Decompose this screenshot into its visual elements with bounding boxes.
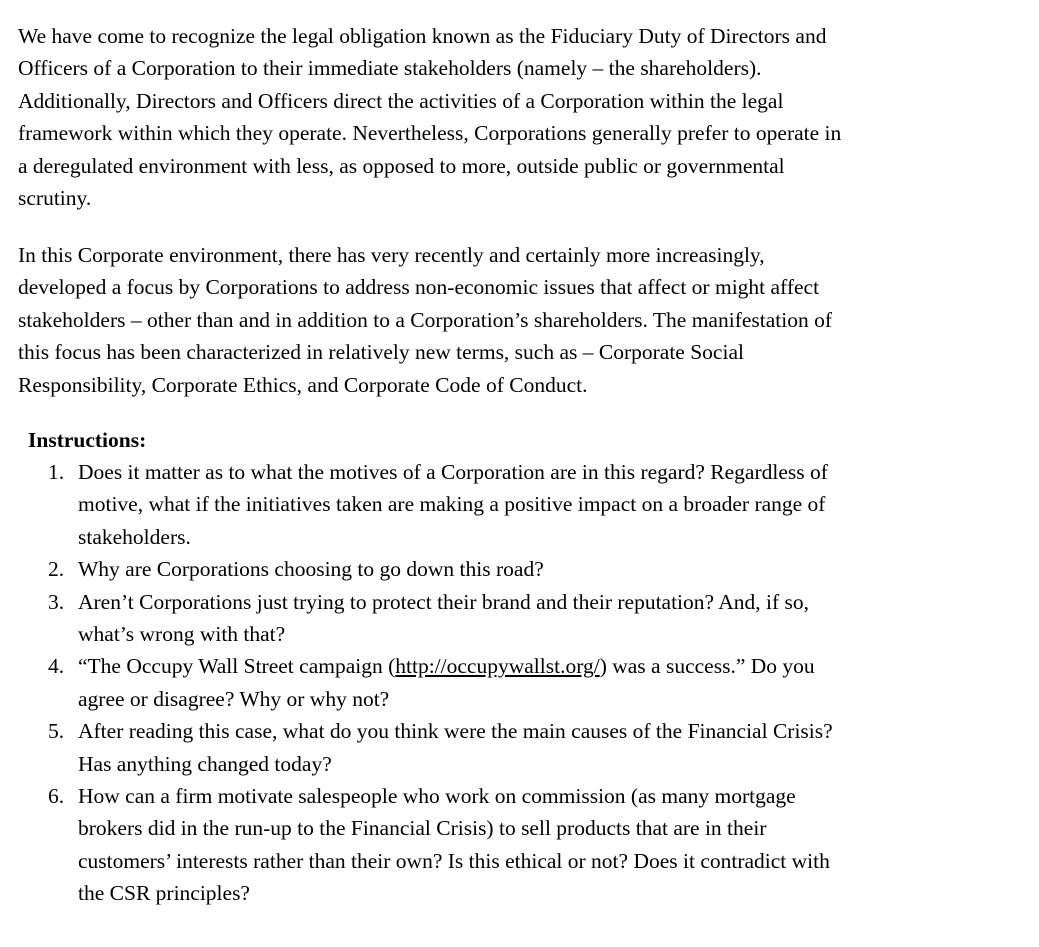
text-line: motive, what if the initiatives taken are making a positive impact on a broader range of [78, 492, 826, 517]
item-number: 6. [48, 784, 65, 809]
context-paragraph [18, 239, 948, 401]
text-line: stakeholders. [78, 524, 191, 549]
item-number: 2. [48, 557, 65, 582]
text-line: agree or disagree? Why or why not? [78, 686, 390, 711]
text-line [78, 650, 928, 682]
text-line: developed a focus by Corporations to address non-economic issues that affect or might affect [18, 275, 820, 300]
text-line: How can a firm motivate salespeople who work on commission (as many mortgage [78, 784, 796, 809]
text-line: Aren’t Corporations just trying to protect their brand and their reputation? And, if so, [78, 589, 810, 614]
item-number: 4. [48, 654, 65, 679]
text-segment: ) was a success.” Do you [599, 654, 815, 679]
item-number: 3. [48, 589, 65, 614]
item-number: 1. [48, 460, 65, 484]
list-item [48, 715, 928, 780]
text-line: customers’ interests rather than their own? Is this ethical or not? Does it contradict with [78, 848, 830, 873]
instructions-heading: Instructions: [28, 428, 147, 452]
list-item [48, 586, 928, 651]
text-line: After reading this case, what do you think were the main causes of the Financial Crisis? [78, 719, 833, 744]
list-item [48, 780, 928, 910]
list-item [48, 553, 928, 585]
text-line: We have come to recognize the legal obligation known as the Fiduciary Duty of Directors and [18, 24, 827, 48]
item-number: 5. [48, 719, 65, 744]
text-line: this focus has been characterized in relatively new terms, such as – Corporate Social [18, 340, 744, 365]
text-line: Does it matter as to what the motives of a Corporation are in this regard? Regardless of [78, 460, 828, 484]
text-line: Why are Corporations choosing to go down this road? [78, 557, 544, 582]
text-line: a deregulated environment with less, as opposed to more, outside public or governmental [18, 153, 785, 178]
list-item [48, 650, 928, 715]
list-item [48, 456, 928, 553]
intro-paragraph [18, 20, 948, 214]
text-line: stakeholders – other than and in addition to a Corporation’s shareholders. The manifestation of [18, 307, 833, 332]
text-segment: “The Occupy Wall Street campaign ( [78, 654, 396, 679]
text-line: brokers did in the run-up to the Financial Crisis) to sell products that are in their [78, 816, 767, 841]
instructions-list [48, 456, 928, 910]
text-line: the CSR principles? [78, 881, 250, 906]
text-line: Has anything changed today? [78, 751, 332, 776]
text-line: framework within which they operate. Nevertheless, Corporations generally prefer to operate in [18, 121, 842, 146]
text-line: Officers of a Corporation to their immediate stakeholders (namely – the shareholders). [18, 56, 762, 81]
occupy-wall-street-link[interactable]: http://occupywallst.org/ [395, 654, 600, 679]
text-line: Additionally, Directors and Officers direct the activities of a Corporation within the legal [18, 88, 784, 113]
text-line: scrutiny. [18, 186, 92, 211]
text-line: Responsibility, Corporate Ethics, and Corporate Code of Conduct. [18, 372, 588, 397]
text-line: what’s wrong with that? [78, 622, 286, 647]
text-line: In this Corporate environment, there has very recently and certainly more increasingly, [18, 243, 765, 267]
